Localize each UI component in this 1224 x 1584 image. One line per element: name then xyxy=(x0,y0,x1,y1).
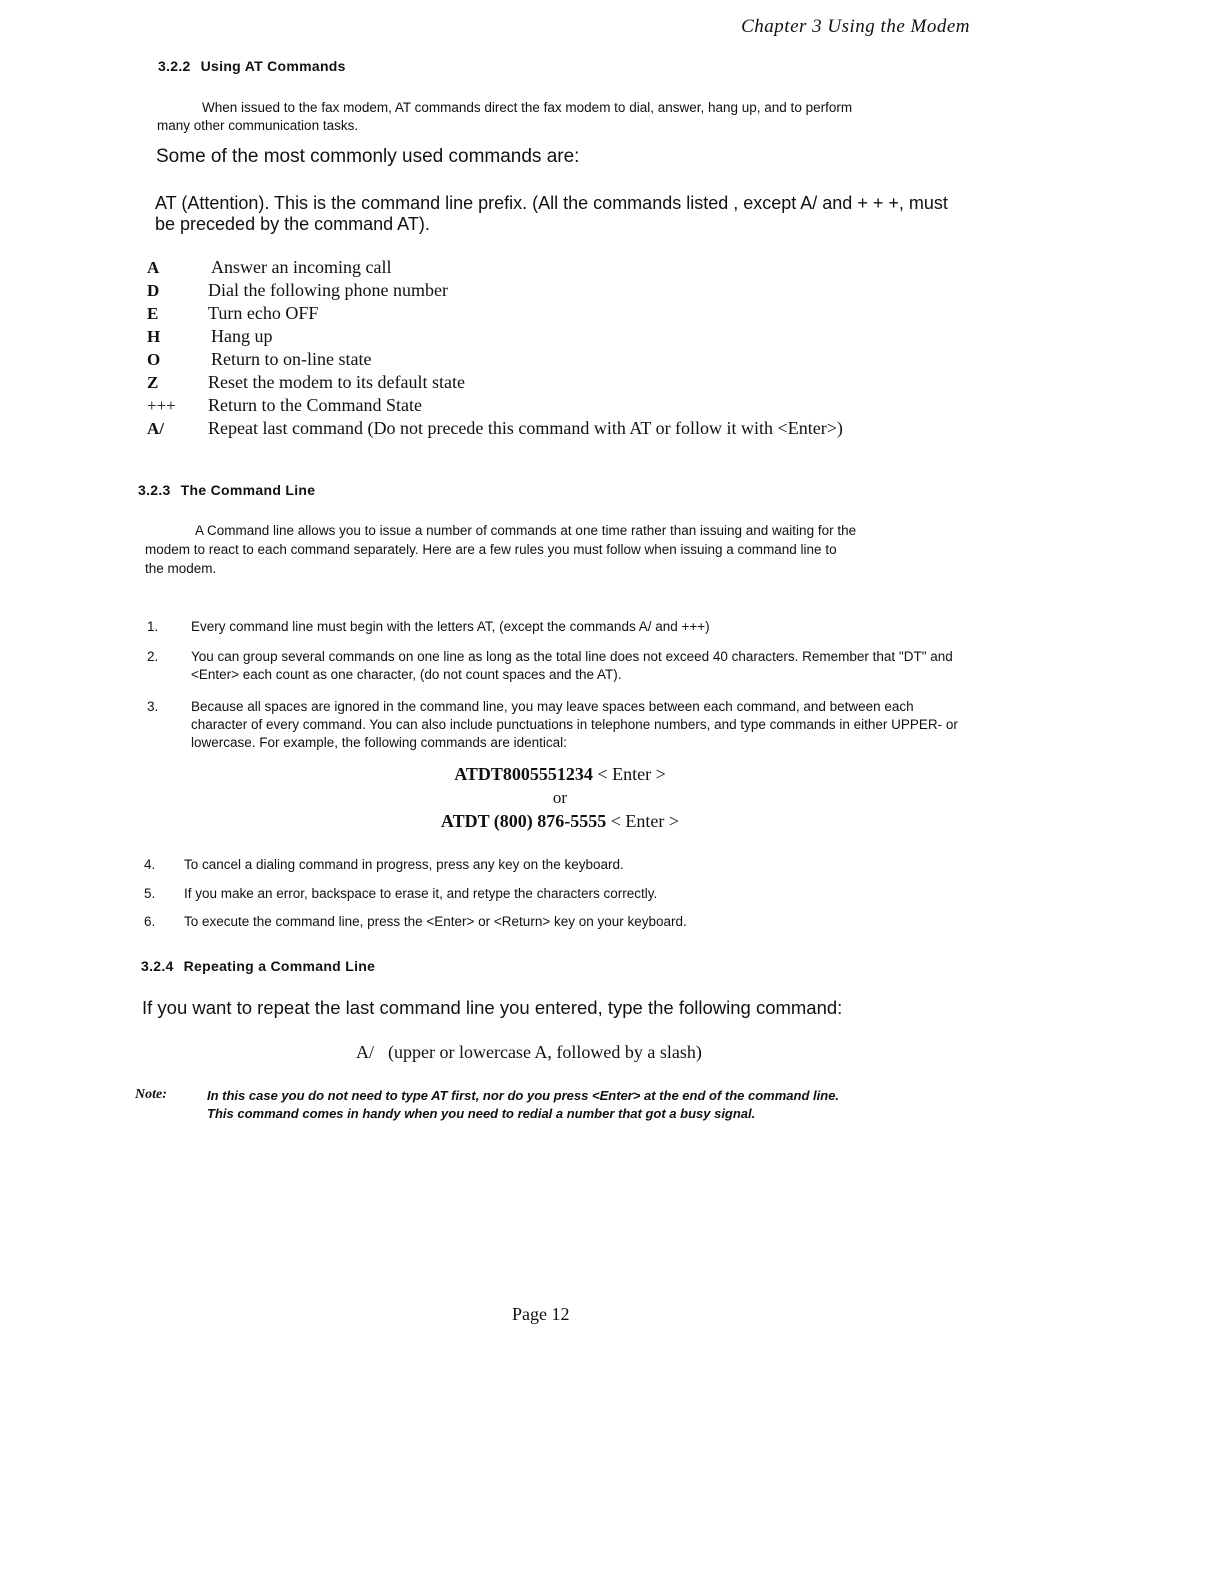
example-or: or xyxy=(552,788,568,807)
rule-text: To cancel a dialing command in progress, press any key on the keyboard. xyxy=(184,857,624,872)
command-key: O xyxy=(147,350,161,369)
note-label: Note: xyxy=(135,1087,167,1102)
enter-key-label: < Enter > xyxy=(597,764,666,784)
page-number: Page 12 xyxy=(512,1304,570,1324)
command-description: Hang up xyxy=(211,326,273,346)
example-command-text: ATDT8005551234 xyxy=(454,764,593,784)
section-heading-3-2-4 xyxy=(141,958,375,974)
example-command-2 xyxy=(260,811,860,832)
rule-text: If you make an error, backspace to erase it, and retype the characters correctly. xyxy=(184,886,658,901)
enter-key-label: < Enter > xyxy=(610,811,680,831)
command-description: Return to on-line state xyxy=(211,349,372,369)
section-title: The Command Line xyxy=(180,482,316,498)
note-line-2: This command comes in handy when you need to redial a number that got a busy signal. xyxy=(207,1106,756,1121)
rule-text: You can group several commands on one line as long as the total line does not exceed 40 characters. Remember that "DT" and <Enter> each count as one character, (do not count spaces and the AT). xyxy=(191,649,953,682)
repeat-intro: If you want to repeat the last command line you entered, type the following command: xyxy=(142,997,843,1018)
section-heading-3-2-2 xyxy=(158,58,346,74)
section-number: 3.2.4 xyxy=(141,958,174,974)
command-description: Repeat last command (Do not precede this command with AT or follow it with <Enter>) xyxy=(208,418,843,438)
command-description: Reset the modem to its default state xyxy=(208,372,465,392)
section-title: Repeating a Command Line xyxy=(183,958,376,974)
rule-text: Every command line must begin with the letters AT, (except the commands A/ and +++) xyxy=(191,619,710,634)
command-line-intro-3: the modem. xyxy=(145,561,217,576)
rule-number: 1. xyxy=(147,619,159,634)
at-prefix-line-2: be preceded by the command AT). xyxy=(155,214,430,234)
note-line-1: In this case you do not need to type AT first, nor do you press <Enter> at the end of the command line. xyxy=(207,1088,840,1103)
section-number: 3.2.3 xyxy=(138,482,171,498)
intro-line-2: many other communication tasks. xyxy=(157,118,359,133)
common-commands-intro: Some of the most commonly used commands are: xyxy=(156,146,580,167)
command-key: A xyxy=(147,258,160,277)
section-title: Using AT Commands xyxy=(200,58,346,74)
command-description: Answer an incoming call xyxy=(211,257,392,277)
rule-text: Because all spaces are ignored in the command line, you may leave spaces between each command, and between each character of every command. You can also include punctuations in telephone numbers, and type commands in either UPPER- or lowercase. For example, the following commands are identical: xyxy=(191,699,958,750)
rule-number: 4. xyxy=(144,857,156,872)
command-line-intro-1: A Command line allows you to issue a number of commands at one time rather than issuing and waiting for the xyxy=(195,523,857,538)
note-text xyxy=(207,1087,839,1123)
command-key: +++ xyxy=(147,396,176,415)
at-prefix-line-1: AT (Attention). This is the command line prefix. (All the commands listed , except A/ and + + +, must xyxy=(155,193,948,213)
section-heading-3-2-3 xyxy=(138,482,315,498)
example-command-1 xyxy=(260,764,860,785)
command-key: D xyxy=(147,281,160,300)
rule-number: 5. xyxy=(144,886,156,901)
rule-number: 3. xyxy=(147,699,159,714)
section-number: 3.2.2 xyxy=(158,58,191,74)
example-command-text: ATDT (800) 876-5555 xyxy=(440,811,607,831)
command-key: A/ xyxy=(147,419,164,438)
command-key: H xyxy=(147,327,161,346)
repeat-command xyxy=(356,1042,702,1063)
command-description: Dial the following phone number xyxy=(208,280,448,300)
command-key: Z xyxy=(147,373,159,392)
intro-line-1: When issued to the fax modem, AT commands direct the fax modem to dial, answer, hang up, and to perform xyxy=(202,100,853,115)
command-description: Return to the Command State xyxy=(208,395,422,415)
running-header: Chapter 3 Using the Modem xyxy=(741,16,970,37)
command-description: Turn echo OFF xyxy=(208,303,319,323)
command-line-intro-2: modem to react to each command separately. Here are a few rules you must follow when issuing a command line to xyxy=(145,542,837,557)
repeat-command-key: A/ xyxy=(356,1042,374,1062)
rule-number: 2. xyxy=(147,649,159,664)
repeat-command-desc: (upper or lowercase A, followed by a slash) xyxy=(388,1042,702,1062)
rule-text: To execute the command line, press the <Enter> or <Return> key on your keyboard. xyxy=(184,914,687,929)
rule-number: 6. xyxy=(144,914,156,929)
command-key: E xyxy=(147,304,159,323)
